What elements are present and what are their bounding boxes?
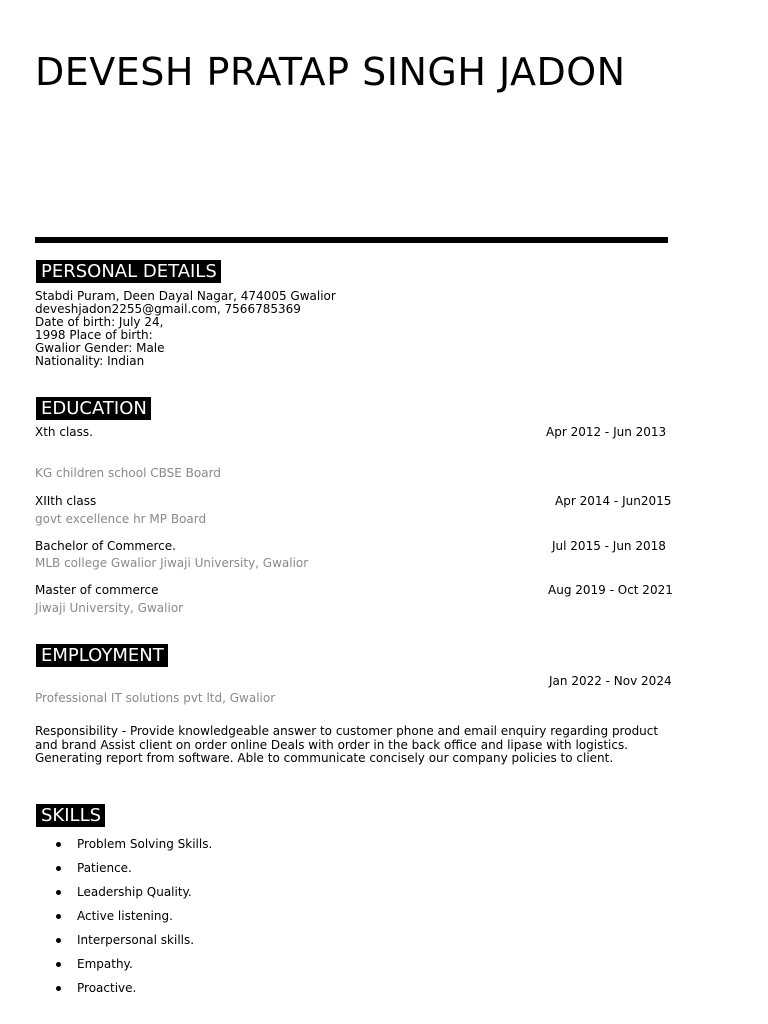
skill-label: Patience. <box>77 861 132 875</box>
education-date: Apr 2014 - Jun2015 <box>555 494 672 508</box>
employment-heading: EMPLOYMENT <box>36 644 168 667</box>
personal-details-block <box>35 290 336 368</box>
skills-heading: SKILLS <box>36 804 105 827</box>
education-title: XIIth class <box>35 494 97 508</box>
address-line: Stabdi Puram, Deen Dayal Nagar, 474005 Gwalior <box>35 289 336 303</box>
skill-label: Leadership Quality. <box>77 885 192 899</box>
education-title: Xth class. <box>35 425 93 439</box>
skill-label: Proactive. <box>77 981 137 995</box>
dob-line: Date of birth: July 24, <box>35 315 164 329</box>
bullet-icon <box>56 890 61 895</box>
employment-company: Professional IT solutions pvt ltd, Gwalior <box>35 691 276 705</box>
nationality-line: Nationality: Indian <box>35 354 145 368</box>
education-title: Master of commerce <box>35 583 159 597</box>
bullet-icon <box>56 986 61 991</box>
bullet-icon <box>56 962 61 967</box>
birth-place-line: 1998 Place of birth: <box>35 328 153 342</box>
education-institution: govt excellence hr MP Board <box>35 512 207 526</box>
education-institution: KG children school CBSE Board <box>35 466 221 480</box>
candidate-name: DEVESH PRATAP SINGH JADON <box>35 50 626 94</box>
skill-label: Problem Solving Skills. <box>77 837 213 851</box>
skill-item <box>56 880 212 904</box>
bullet-icon <box>56 842 61 847</box>
education-institution: MLB college Gwalior Jiwaji University, Gwalior <box>35 556 309 570</box>
skill-label: Empathy. <box>77 957 133 971</box>
education-heading: EDUCATION <box>36 397 151 420</box>
skill-label: Active listening. <box>77 909 173 923</box>
personal-details-heading: PERSONAL DETAILS <box>36 260 221 283</box>
education-date: Jul 2015 - Jun 2018 <box>552 539 666 553</box>
employment-date: Jan 2022 - Nov 2024 <box>549 674 672 688</box>
skill-item <box>56 952 212 976</box>
education-date: Aug 2019 - Oct 2021 <box>548 583 673 597</box>
header-divider <box>35 237 668 243</box>
bullet-icon <box>56 866 61 871</box>
education-date: Apr 2012 - Jun 2013 <box>546 425 667 439</box>
gender-line: Gwalior Gender: Male <box>35 341 165 355</box>
skill-item <box>56 904 212 928</box>
education-institution: Jiwaji University, Gwalior <box>35 601 184 615</box>
contact-line: deveshjadon2255@gmail.com, 7566785369 <box>35 302 301 316</box>
skill-item <box>56 832 212 856</box>
skill-item <box>56 928 212 952</box>
bullet-icon <box>56 938 61 943</box>
skill-item <box>56 976 212 1000</box>
skill-item <box>56 856 212 880</box>
employment-responsibility: Responsibility - Provide knowledgeable answer to customer phone and email enquiry regarding product and brand Assist client on order online Deals with order in the back office and lipase with logistics. Generating report from software. Able to communicate concisely our company policies to client. <box>35 724 659 765</box>
skills-list <box>56 832 212 1000</box>
bullet-icon <box>56 914 61 919</box>
education-title: Bachelor of Commerce. <box>35 539 176 553</box>
skill-label: Interpersonal skills. <box>77 933 195 947</box>
